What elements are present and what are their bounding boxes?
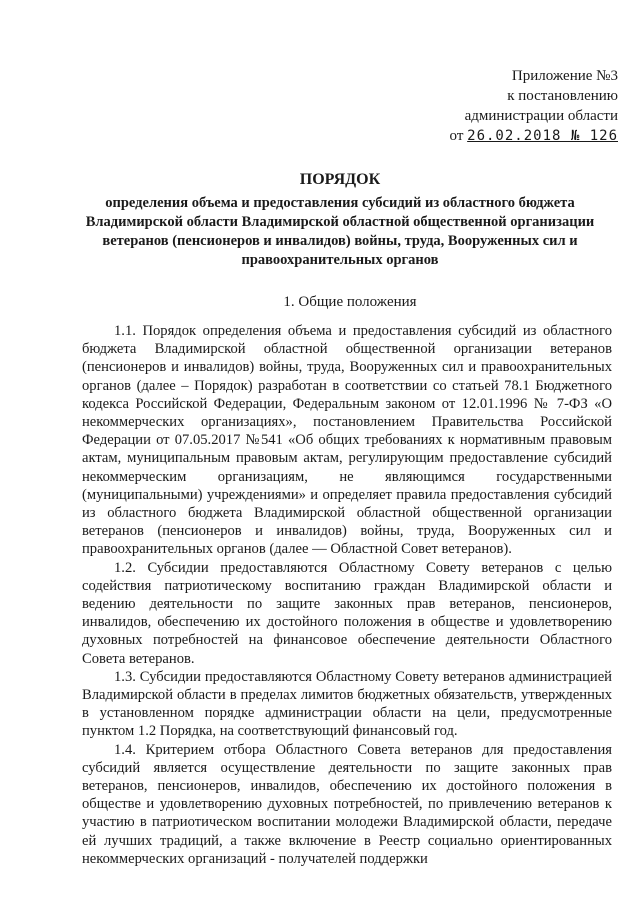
title-subtitle: определения объема и предоставления субсидий из областного бюджета Владимирской области Владимирской областной общественной организации ветеранов (пенсионеров и инвалидов) войны, труда, Вооруженных сил и правоохранительных органов	[85, 195, 595, 268]
section-body	[82, 322, 612, 868]
appendix-number: Приложение №3	[511, 68, 618, 84]
paragraph-1-2: 1.2. Субсидии предоставляются Областному Совету ветеранов с целью содействия патриотическому воспитанию граждан Владимирской области и ведению деятельности по защите законных прав ветеранов, пенсионеров, инвалидов, обеспечению их достойного положения в обществе и удовлетворению духовных потребностей на финансовое обеспечение деятельности Областного Совета ветеранов.	[82, 559, 612, 667]
paragraph-1-4: 1.4. Критерием отбора Областного Совета ветеранов для предоставления субсидий является осуществление деятельности по защите законных прав ветеранов, пенсионеров, инвалидов, обеспечению их достойного положения в обществе и удовлетворению духовных потребностей, по привлечению ветеранов к участию в патриотическом воспитании молодежи Владимирской области, передаче ей лучших традиций, а также включение в Реестр социально ориентированных некоммерческих организаций - получателей поддержки	[82, 741, 612, 867]
appendix-reference: к постановлению	[507, 88, 618, 104]
appendix-header	[398, 66, 618, 146]
appendix-date-handwritten: 26.02.2018 № 126	[467, 128, 618, 144]
section-heading: 1. Общие положения	[283, 294, 417, 310]
appendix-issuer: администрации области	[464, 108, 618, 124]
paragraph-1-3: 1.3. Субсидии предоставляются Областному Совету ветеранов администрацией Владимирской области в пределах лимитов бюджетных обязательств, утвержденных в установленном порядке администрации области на цели, предусмотренные пунктом 1.2 Порядка, на соответствующий финансовый год.	[82, 668, 612, 740]
title-main: ПОРЯДОК	[299, 171, 381, 188]
appendix-date-prefix: от	[449, 128, 464, 144]
paragraph-1-1: 1.1. Порядок определения объема и предоставления субсидий из областного бюджета Владимирской областной общественной организации ветеранов (пенсионеров и инвалидов) войны, труда, Вооруженных сил и правоохранительных органов (далее – Порядок) разработан в соответствии со статьей 78.1 Бюджетного кодекса Российской Федерации, Федеральным законом от 12.01.1996 № 7-ФЗ «О некоммерческих организациях», постановлением Правительства Российской Федерации от 07.05.2017 №541 «Об общих требованиях к нормативным правовым актам, муниципальным правовым актам, регулирующим предоставление субсидий некоммерческим организациям, не являющимся государственными (муниципальными) учреждениями» и определяет правила предоставления субсидий из областного бюджета Владимирской областной общественной организации ветеранов (пенсионеров и инвалидов) войны, труда, Вооруженных сил и правоохранительных органов (далее — Областной Совет ветеранов).	[82, 323, 612, 558]
document-title	[70, 170, 610, 270]
appendix-date-line	[398, 126, 618, 146]
